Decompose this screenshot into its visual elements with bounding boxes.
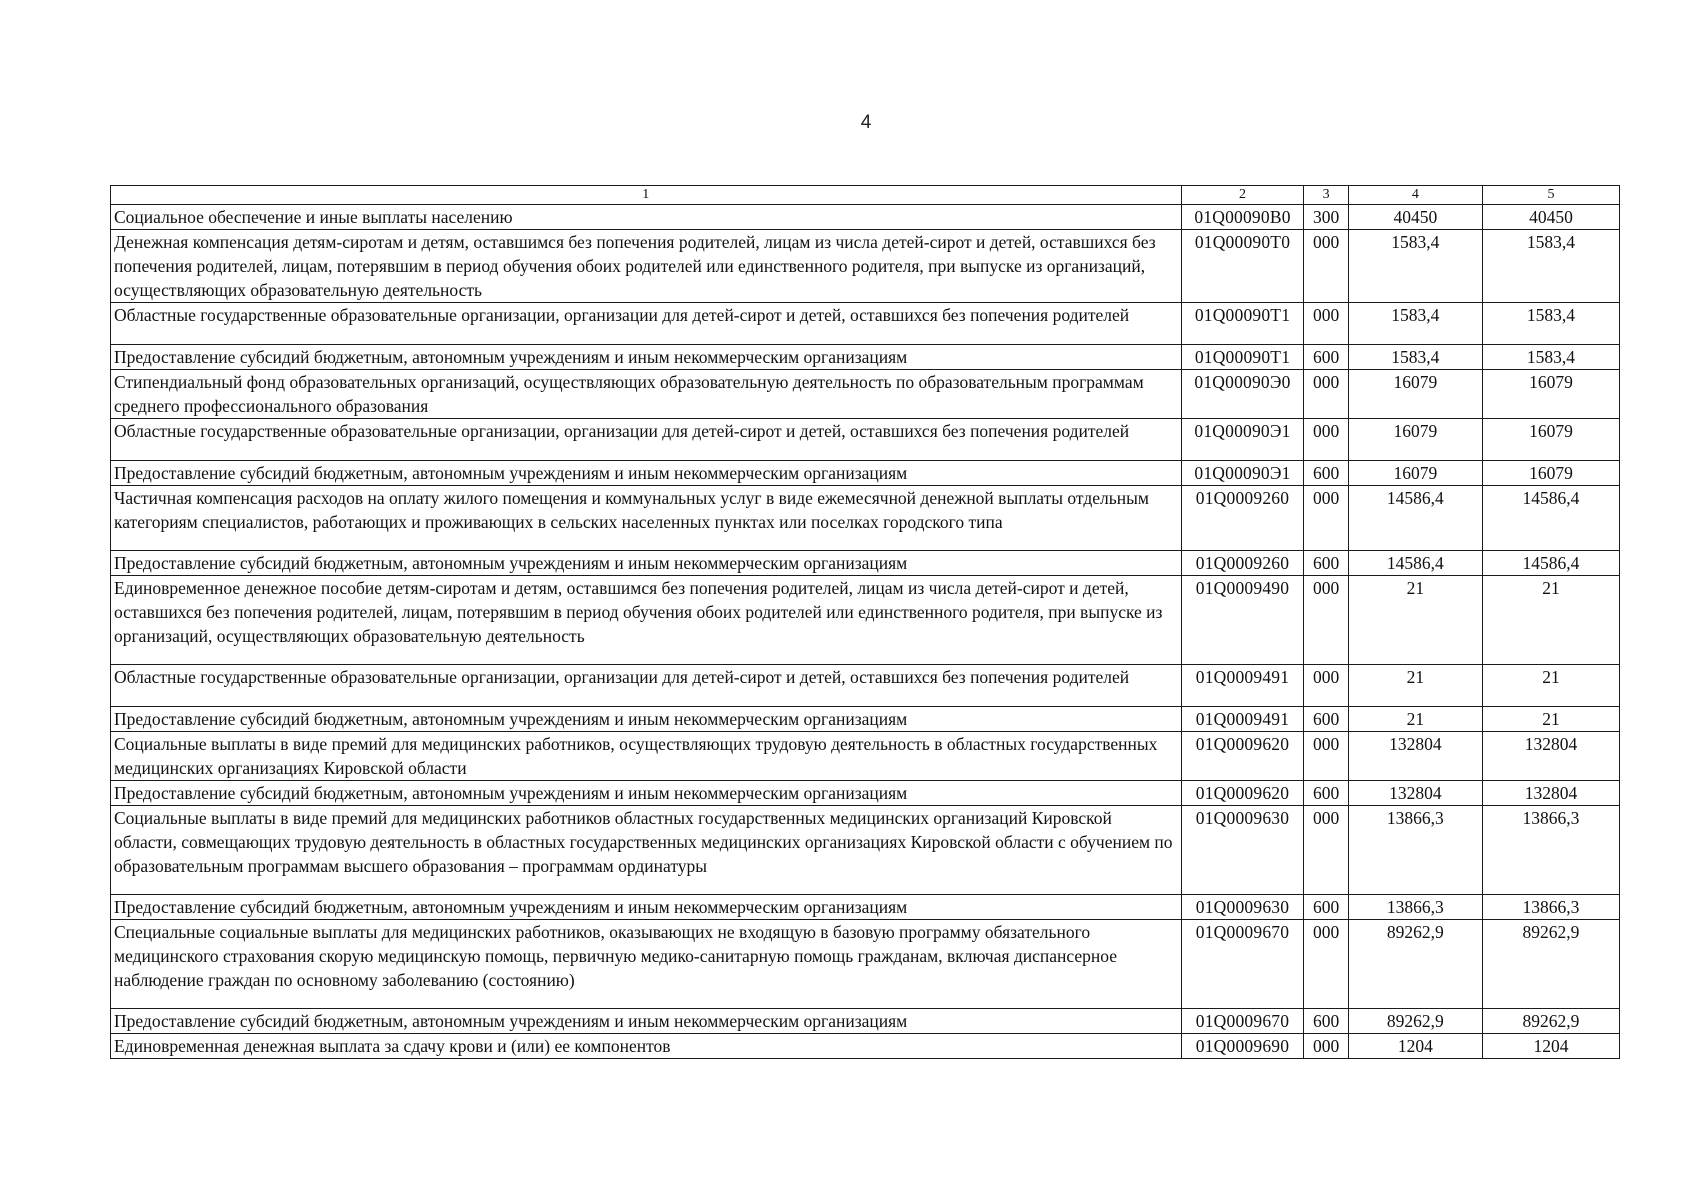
row-value-5-cell: 16079	[1482, 370, 1619, 419]
row-type-cell: 000	[1304, 486, 1348, 551]
table-body	[111, 205, 1620, 1059]
row-code-cell: 01Q0009620	[1181, 732, 1304, 781]
row-value-4-cell: 132804	[1348, 732, 1482, 781]
row-name-cell: Социальное обеспечение и иные выплаты населению	[111, 205, 1182, 230]
table-row	[111, 806, 1620, 895]
row-value-4-cell: 14586,4	[1348, 486, 1482, 551]
table-row	[111, 1009, 1620, 1034]
row-name-cell: Единовременное денежное пособие детям-сиротам и детям, оставшимся без попечения родителей, лицам из числа детей-сирот и детей, оставшихся без попечения родителей, лицам, потерявшим в период обучения обоих родителей или единственного родителя, при выпуске из организаций, осуществляющих образовательную деятельность	[111, 576, 1182, 665]
row-type-cell: 000	[1304, 576, 1348, 665]
row-type-cell: 300	[1304, 205, 1348, 230]
row-value-5-cell: 21	[1482, 576, 1619, 665]
row-code-cell: 01Q0009260	[1181, 551, 1304, 576]
row-name-cell: Частичная компенсация расходов на оплату жилого помещения и коммунальных услуг в виде ежемесячной денежной выплаты отдельным категориям специалистов, работающих и проживающих в сельских населенных пунктах или поселках городского типа	[111, 486, 1182, 551]
header-cell-name: 1	[111, 186, 1182, 205]
header-cell-value-5: 5	[1482, 186, 1619, 205]
header-cell-code: 2	[1181, 186, 1304, 205]
row-code-cell: 01Q00090Т1	[1181, 303, 1304, 345]
table-row	[111, 419, 1620, 461]
table-row	[111, 551, 1620, 576]
row-type-cell: 600	[1304, 895, 1348, 920]
table-row	[111, 781, 1620, 806]
row-type-cell: 000	[1304, 1034, 1348, 1059]
header-row	[111, 186, 1620, 205]
table-row	[111, 920, 1620, 1009]
row-name-cell: Областные государственные образовательные организации, организации для детей-сирот и детей, оставшихся без попечения родителей	[111, 419, 1182, 461]
row-name-cell: Предоставление субсидий бюджетным, автономным учреждениям и иным некоммерческим организациям	[111, 707, 1182, 732]
table-row	[111, 303, 1620, 345]
row-type-cell: 600	[1304, 707, 1348, 732]
row-value-5-cell: 132804	[1482, 732, 1619, 781]
row-value-4-cell: 16079	[1348, 461, 1482, 486]
table-row	[111, 895, 1620, 920]
row-type-cell: 600	[1304, 1009, 1348, 1034]
row-type-cell: 600	[1304, 781, 1348, 806]
row-name-cell: Социальные выплаты в виде премий для медицинских работников областных государственных медицинских организаций Кировской области, совмещающих трудовую деятельность в областных государственных медицинских организациях Кировской области с обучением по образовательным программам высшего образования – программам ординатуры	[111, 806, 1182, 895]
row-type-cell: 000	[1304, 732, 1348, 781]
row-name-cell: Специальные социальные выплаты для медицинских работников, оказывающих не входящую в базовую программу обязательного медицинского страхования скорую медицинскую помощь, первичную медико-санитарную помощь гражданам, включая диспансерное наблюдение граждан по основному заболеванию (состоянию)	[111, 920, 1182, 1009]
row-name-cell: Предоставление субсидий бюджетным, автономным учреждениям и иным некоммерческим организациям	[111, 551, 1182, 576]
row-value-5-cell: 1204	[1482, 1034, 1619, 1059]
row-code-cell: 01Q0009670	[1181, 1009, 1304, 1034]
table-row	[111, 707, 1620, 732]
row-value-5-cell: 1583,4	[1482, 345, 1619, 370]
row-code-cell: 01Q0009630	[1181, 806, 1304, 895]
row-value-5-cell: 21	[1482, 707, 1619, 732]
row-code-cell: 01Q0009670	[1181, 920, 1304, 1009]
table-row	[111, 345, 1620, 370]
row-value-4-cell: 21	[1348, 665, 1482, 707]
row-value-5-cell: 89262,9	[1482, 920, 1619, 1009]
row-value-5-cell: 14586,4	[1482, 551, 1619, 576]
row-value-4-cell: 1583,4	[1348, 230, 1482, 303]
table-row	[111, 665, 1620, 707]
row-code-cell: 01Q0009491	[1181, 707, 1304, 732]
row-type-cell: 000	[1304, 370, 1348, 419]
row-name-cell: Социальные выплаты в виде премий для медицинских работников, осуществляющих трудовую деятельность в областных государственных медицинских организациях Кировской области	[111, 732, 1182, 781]
table-row	[111, 576, 1620, 665]
row-code-cell: 01Q00090Э1	[1181, 461, 1304, 486]
page-number: 4	[860, 112, 872, 133]
row-type-cell: 000	[1304, 665, 1348, 707]
row-value-5-cell: 89262,9	[1482, 1009, 1619, 1034]
row-type-cell: 600	[1304, 551, 1348, 576]
row-value-5-cell: 1583,4	[1482, 303, 1619, 345]
row-value-5-cell: 1583,4	[1482, 230, 1619, 303]
row-value-5-cell: 13866,3	[1482, 895, 1619, 920]
row-code-cell: 01Q00090Т0	[1181, 230, 1304, 303]
row-code-cell: 01Q00090В0	[1181, 205, 1304, 230]
row-name-cell: Денежная компенсация детям-сиротам и детям, оставшимся без попечения родителей, лицам из числа детей-сирот и детей, оставшихся без попечения родителей, лицам, потерявшим в период обучения обоих родителей или единственного родителя, при выпуске из организаций, осуществляющих образовательную деятельность	[111, 230, 1182, 303]
budget-table	[110, 185, 1620, 1059]
row-value-5-cell: 132804	[1482, 781, 1619, 806]
row-code-cell: 01Q0009620	[1181, 781, 1304, 806]
row-value-5-cell: 14586,4	[1482, 486, 1619, 551]
header-cell-type: 3	[1304, 186, 1348, 205]
row-name-cell: Предоставление субсидий бюджетным, автономным учреждениям и иным некоммерческим организациям	[111, 781, 1182, 806]
row-value-4-cell: 1583,4	[1348, 345, 1482, 370]
row-type-cell: 000	[1304, 303, 1348, 345]
row-value-4-cell: 14586,4	[1348, 551, 1482, 576]
row-name-cell: Областные государственные образовательные организации, организации для детей-сирот и детей, оставшихся без попечения родителей	[111, 665, 1182, 707]
row-type-cell: 600	[1304, 345, 1348, 370]
row-value-4-cell: 1204	[1348, 1034, 1482, 1059]
table-row	[111, 461, 1620, 486]
row-value-4-cell: 40450	[1348, 205, 1482, 230]
row-code-cell: 01Q0009630	[1181, 895, 1304, 920]
row-type-cell: 000	[1304, 920, 1348, 1009]
row-value-4-cell: 13866,3	[1348, 895, 1482, 920]
table-row	[111, 1034, 1620, 1059]
table-row	[111, 230, 1620, 303]
row-value-4-cell: 1583,4	[1348, 303, 1482, 345]
row-code-cell: 01Q0009491	[1181, 665, 1304, 707]
row-type-cell: 600	[1304, 461, 1348, 486]
row-value-4-cell: 21	[1348, 707, 1482, 732]
row-name-cell: Предоставление субсидий бюджетным, автономным учреждениям и иным некоммерческим организациям	[111, 895, 1182, 920]
row-type-cell: 000	[1304, 230, 1348, 303]
table-row	[111, 370, 1620, 419]
row-type-cell: 000	[1304, 419, 1348, 461]
row-name-cell: Предоставление субсидий бюджетным, автономным учреждениям и иным некоммерческим организациям	[111, 461, 1182, 486]
row-type-cell: 000	[1304, 806, 1348, 895]
row-name-cell: Предоставление субсидий бюджетным, автономным учреждениям и иным некоммерческим организациям	[111, 345, 1182, 370]
row-code-cell: 01Q0009490	[1181, 576, 1304, 665]
row-value-5-cell: 13866,3	[1482, 806, 1619, 895]
row-value-4-cell: 16079	[1348, 419, 1482, 461]
row-value-4-cell: 16079	[1348, 370, 1482, 419]
row-value-5-cell: 40450	[1482, 205, 1619, 230]
table-row	[111, 732, 1620, 781]
header-cell-value-4: 4	[1348, 186, 1482, 205]
row-name-cell: Предоставление субсидий бюджетным, автономным учреждениям и иным некоммерческим организациям	[111, 1009, 1182, 1034]
table-row	[111, 205, 1620, 230]
row-value-5-cell: 16079	[1482, 419, 1619, 461]
row-name-cell: Стипендиальный фонд образовательных организаций, осуществляющих образовательную деятельность по образовательным программам среднего профессионального образования	[111, 370, 1182, 419]
row-value-4-cell: 89262,9	[1348, 920, 1482, 1009]
row-value-4-cell: 21	[1348, 576, 1482, 665]
row-name-cell: Областные государственные образовательные организации, организации для детей-сирот и детей, оставшихся без попечения родителей	[111, 303, 1182, 345]
row-value-4-cell: 132804	[1348, 781, 1482, 806]
row-code-cell: 01Q0009690	[1181, 1034, 1304, 1059]
row-value-4-cell: 89262,9	[1348, 1009, 1482, 1034]
table-row	[111, 486, 1620, 551]
row-code-cell: 01Q0009260	[1181, 486, 1304, 551]
row-value-4-cell: 13866,3	[1348, 806, 1482, 895]
row-code-cell: 01Q00090Э0	[1181, 370, 1304, 419]
row-name-cell: Единовременная денежная выплата за сдачу крови и (или) ее компонентов	[111, 1034, 1182, 1059]
row-code-cell: 01Q00090Э1	[1181, 419, 1304, 461]
row-code-cell: 01Q00090Т1	[1181, 345, 1304, 370]
row-value-5-cell: 21	[1482, 665, 1619, 707]
row-value-5-cell: 16079	[1482, 461, 1619, 486]
